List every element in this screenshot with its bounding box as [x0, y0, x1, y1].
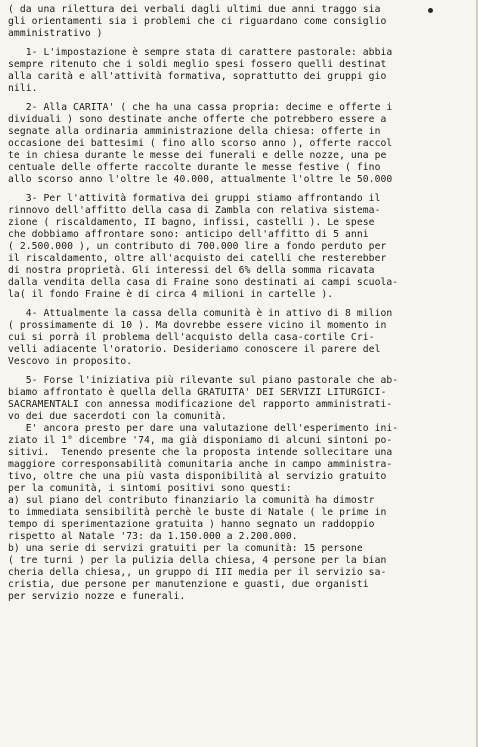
text-line: la( il fondo Fraine è di circa 4 milioni in cartelle ).: [8, 289, 334, 300]
text-line: rispetto al Natale '73: da 1.150.000 a 2.200.000.: [8, 531, 298, 542]
text-line: allo scorso anno l'oltre le 40.000, attualmente l'oltre le 50.000: [8, 174, 393, 185]
text-line: biamo affrontato è quella della GRATUITA' DEI SERVIZI LITURGICI-: [8, 387, 387, 398]
text-line: tempo di sperimentazione gratuita ) hanno segnato un raddoppio: [8, 519, 375, 530]
text-line: tivo, oltre che una più vasta disponibilità al servizio gratuito: [8, 471, 387, 482]
text-line: sempre ritenuto che i soldi meglio spesi fossero quelli destinat: [8, 59, 387, 70]
text-line: E' ancora presto per dare una valutazione dell'esperimento ini-: [8, 423, 399, 434]
text-line: per la comunità, i sintomi positivi sono questi:: [8, 483, 292, 494]
text-line: SACRAMENTALI con annessa modificazione del rapporto amministrati-: [8, 399, 393, 410]
paragraph: [8, 4, 478, 40]
paragraph: [8, 193, 478, 301]
text-line: cheria della chiesa,, un gruppo di III media per il servizio sa-: [8, 567, 387, 578]
text-line: ziato il 1° dicembre '74, ma già disponiamo di alcuni sintoni po-: [8, 435, 393, 446]
paragraph: [8, 308, 478, 368]
text-line: 4- Attualmente la cassa della comunità è in attivo di 8 milion: [8, 308, 393, 319]
paragraph-gap: [8, 95, 478, 102]
text-line: cristia, due persone per manutenzione e guasti, due organisti: [8, 579, 369, 590]
document-body: [8, 4, 478, 603]
text-line: occasione dei battesimi ( fino allo scorso anno ), offerte raccol: [8, 138, 393, 149]
text-line: maggiore corresponsabilità comunitaria anche in campo amministra-: [8, 459, 393, 470]
paragraph-gap: [8, 368, 478, 375]
text-line: che dobbiamo affrontare sono: anticipo dell'affitto di 5 anni: [8, 229, 369, 240]
text-line: rinnovo dell'affitto della casa di Zambla con relativa sistema-: [8, 205, 381, 216]
text-line: alla carità e all'attività formativa, soprattutto dei gruppi gio: [8, 71, 387, 82]
text-line: 2- Alla CARITA' ( che ha una cassa propria: decime e offerte i: [8, 102, 393, 113]
text-line: ( da una rilettura dei verbali dagli ultimi due anni traggo sia: [8, 4, 381, 15]
text-line: cui si porrà il problema dell'acquisto della casa-cortile Cri-: [8, 332, 375, 343]
text-line: velli adiacente l'oratorio. Desideriamo conoscere il parere del: [8, 344, 381, 355]
text-line: amministrativo ): [8, 28, 103, 39]
text-line: dividuali ) sono destinate anche offerte che potrebbero essere a: [8, 114, 387, 125]
text-line: te in chiesa durante le messe dei funerali e delle nozze, una pe: [8, 150, 387, 161]
text-line: per servizio nozze e funerali.: [8, 591, 186, 602]
text-line: centuale delle offerte raccolte durante le messe festive ( fino: [8, 162, 381, 173]
text-line: a) sul piano del contributo finanziario la comunità ha dimostr: [8, 495, 375, 506]
paragraph-gap: [8, 186, 478, 193]
text-line: ( tre turni ) per la pulizia della chiesa, 4 persone per la bian: [8, 555, 387, 566]
paragraph-gap: [8, 40, 478, 47]
text-line: dalla vendita della casa di Fraine sono destinati ai campi scuola-: [8, 277, 399, 288]
text-line: gli orientamenti sia i problemi che ci riguardano come consiglio: [8, 16, 387, 27]
text-line: il riscaldamento, oltre all'acquisto dei catelli che resterebber: [8, 253, 387, 264]
paragraph: [8, 102, 478, 186]
text-line: di nostra proprietà. Gli interessi del 6% della somma ricavata: [8, 265, 375, 276]
text-line: Vescovo in proposito.: [8, 356, 133, 367]
ink-spot: [428, 8, 433, 13]
paragraph: [8, 375, 478, 603]
text-line: to immediata sensibilità perchè le buste di Natale ( le prime in: [8, 507, 387, 518]
text-line: nili.: [8, 83, 38, 94]
text-line: b) una serie di servizi gratuiti per la comunità: 15 persone: [8, 543, 363, 554]
text-line: 5- Forse l'iniziativa più rilevante sul piano pastorale che ab-: [8, 375, 399, 386]
text-line: 1- L'impostazione è sempre stata di carattere pastorale: abbia: [8, 47, 393, 58]
paragraph-gap: [8, 301, 478, 308]
text-line: ( 2.500.000 ), un contributo di 700.000 lire a fondo perduto per: [8, 241, 387, 252]
text-line: 3- Per l'attività formativa dei gruppi stiamo affrontando il: [8, 193, 381, 204]
text-line: vo dei due sacerdoti con la comunità.: [8, 411, 227, 422]
text-line: ( prossimamente di 10 ). Ma dovrebbe essere vicino il momento in: [8, 320, 387, 331]
text-line: segnate alla ordinaria amministrazione della chiesa: offerte in: [8, 126, 381, 137]
text-line: sitivi. Tenendo presente che la proposta intende sollecitare una: [8, 447, 393, 458]
text-line: zione ( riscaldamento, II bagno, infissi, castelli ). Le spese: [8, 217, 375, 228]
paragraph: [8, 47, 478, 95]
